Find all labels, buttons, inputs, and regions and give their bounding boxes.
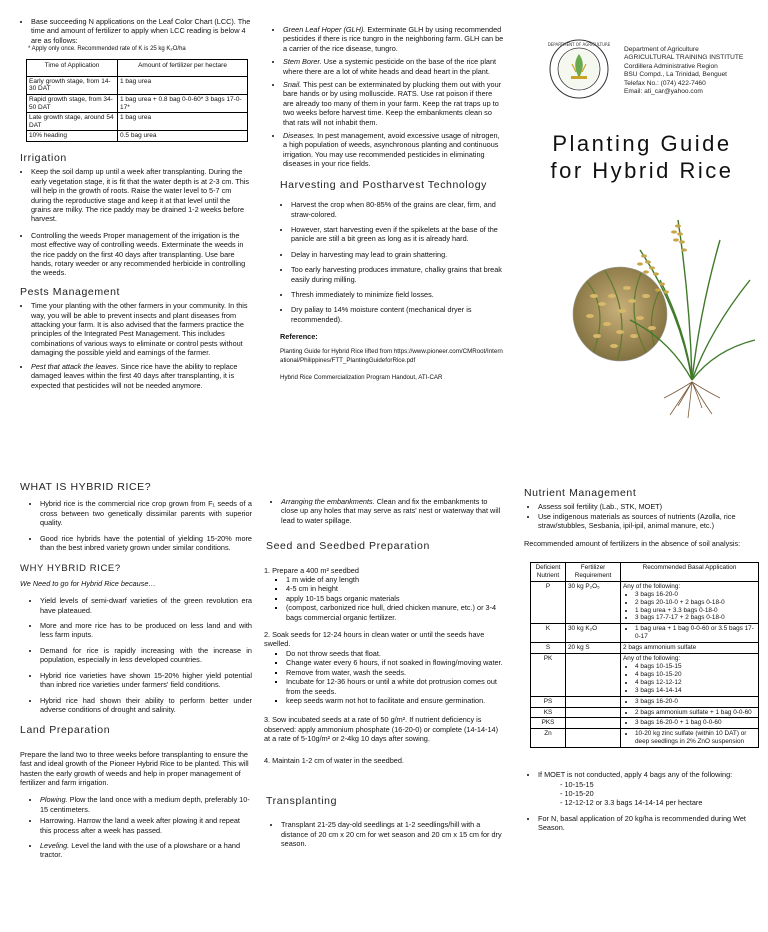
brochure-title [520,130,764,184]
list-item: • Arranging the embankments. Clean and fix the embankments to close up any holes that may serve as rats' nest or waterway that will lead to water spillage. [281,497,504,525]
table-row: K 30 kg K₂O • 1 bag urea + 1 bag 0-0-60 or 3.5 bags 17-0-17 [531,624,759,643]
panel-fertilizer-irrigation [20,17,252,394]
table-row: PKS • 3 bags 16-20-0 + 1 bag 0-0-60 [531,718,759,729]
panel-pests-harvest [272,25,504,382]
svg-text:DEPARTMENT OF AGRICULTURE: DEPARTMENT OF AGRICULTURE [548,42,610,47]
title-line-1: Planting Guide [552,131,732,156]
list-item: • Transplant 21-25 day-old seedlings at 1-2 seedlings/hill with a distance of 20 cm x 20 cm for wet season and 20 cm x 15 cm for dry season. [281,820,504,848]
transplanting-list [264,820,504,848]
list-item: • Assess soil fertility (Lab., STK, MOET) [538,502,760,511]
step-2-list [264,649,504,705]
list-item: • Dry paliay to 14% moisture content (mechanical dryer is recommended). [291,305,504,324]
table-row: KS • 2 bags ammonium sulfate + 1 bag 0-0-60 [531,707,759,718]
list-item: • Keep the soil damp up until a week after transplanting. During the early vegetation stage, it is fit that the water depth is at 2-3 cm. This will help in the growth of roots. Raise the water level to 5-7 cm during the reproductive stage and keep it at that level until the grains are milky. The rice paddy may be drained 1-2 weeks before harvest. [31,167,252,223]
pests-list [20,301,252,390]
table-header: Amount of fertilizer per hectare [118,60,248,77]
what-is-list [20,499,252,552]
recommendation-text: Recommended amount of fertilizers in the absence of soil analysis: [524,538,741,548]
list-item: • Green Leaf Hoper (GLH). Exterminate GLH by using recommended pesticides if there is rice tungro in the neighboring farm. GLH can be a carrier of the rice disease, tungro. [283,25,504,53]
moet-options: - 10-15-15 - 10-15-20 - 12-12-12 or 3.3 bags 14-14-14 per hectare [538,780,760,808]
pest-types-list [272,25,504,169]
table-row: 10% heading 0.5 bag urea [27,131,248,142]
reference-2: Hybrid Rice Commercialization Program Handout, ATI-CAR [280,373,443,381]
why-list [20,596,252,714]
table-row: Early growth stage, from 14-30 DAT 1 bag urea [27,76,248,94]
list-item: • Harvest the crop when 80-85% of the grains are clear, firm, and straw-colored. [291,200,504,219]
list-item: • Plowing. Plow the land once with a medium depth, preferably 10-15 centimeters. [40,795,252,814]
why-heading: WHY HYBRID RICE? [20,563,121,575]
step-2: 2. Soak seeds for 12-24 hours in clean water or until the seeds have swelled. [264,630,485,649]
step-4: 4. Maintain 1-2 cm of water in the seedbed. [264,755,404,765]
what-is-heading: WHAT IS HYBRID RICE? [20,481,152,493]
transplanting-heading: Transplanting [266,794,338,807]
table-row: PS • 3 bags 16-20-0 [531,696,759,707]
land-prep-list [20,795,252,859]
table-header: Fertilizer Requirement [566,563,621,582]
irrigation-list [20,167,252,277]
table-row: PK Any of the following: • 4 bags 10-15-15 • 4 bags 10-15-20 • 4 bags 12-12-12 • 3 bags 14-14-14 [531,654,759,697]
list-item: • Hybrid rice had shown their ability to perform better under adverse conditions of drought and salinity. [40,696,252,715]
table-header: Time of Application [27,60,118,77]
pests-heading: Pests Management [20,285,121,298]
list-item: • Hybrid rice is the commercial rice crop grown from F₁ seeds of a cross between two genetically dissimilar parents with superior quality. [40,499,252,527]
lcc-list [20,17,252,45]
list-item: • More and more rice has to be produced on less land and with less farm inputs. [40,621,252,640]
agency-line: BSU Compd., La Trinidad, Benguet [624,71,727,79]
option-list: • 1 bag urea + 1 bag 0-0-60 or 3.5 bags 17-0-17 [623,625,756,641]
list-item: • Stem Borer. Use a systemic pesticide on the base of the rice plant where there are a lot of white heads and dead heart in the plant. [283,57,504,76]
ati-seal-logo [548,38,610,100]
panel-cover [520,20,768,440]
agency-line: Department of Agriculture [624,46,699,53]
list-item: • If MOET is not conducted, apply 4 bags any of the following: - 10-15-15 - 10-15-20 - 12-12-12 or 3.3 bags 14-14-14 per hectare [538,770,760,808]
list-item: • Hybrid rice varieties have shown 15-20% higher yield potential than inbred rice varieties under farmers' field conditions. [40,671,252,690]
agency-line: AGRICULTURAL TRAINING INSTITUTE [624,54,744,62]
list-item: ▪ Incubate for 12-36 hours or until a white dot protrusion comes out from the seeds. [286,677,504,696]
table-row: S 20 kg S 2 bags ammonium sulfate [531,643,759,654]
nutrient-list [524,502,760,530]
why-subheading: We Need to go for Hybrid Rice because… [20,578,156,588]
list-item: ▪ (compost, carbonized rice hull, dried chicken manure, etc.) or 3-4 bags commercial organic fertilizer. [286,603,504,622]
step-3: 3. Sow incubated seeds at a rate of 50 g/m². If nutrient deficiency is observed: apply ammonium phosphate (16-20-0) or complete (14-14-14) at a rate of 5-10g/m² or 2-4kg 10 days after sowing. [264,715,499,744]
list-item: • However, start harvesting even if the spikelets at the base of the panicle are still a bit green as long as it is already hard. [291,225,504,244]
title-line-2: for Hybrid Rice [550,158,734,183]
list-item: ▪ Remove from water, wash the seeds. [286,668,504,677]
list-item: ▪ 1 m wide of any length [286,575,504,584]
table-row: Zn • 10-20 kg zinc sulfate (within 10 DAT) or deep seedlings in 2% ZnO suspension [531,729,759,748]
list-item: • Controlling the weeds Proper management of the irrigation is the most effective way of controlling weeds. Exterminate the weeds in the rice paddy on the first 40 days after transplanting. Use bare hands, rotary weeder or any recommended herbicide in controlling the weeds. [31,231,252,278]
agency-line: Email: ati_car@yahoo.com [624,88,703,96]
agency-block [624,46,743,96]
option-list: • 3 bags 16-20-0 [623,698,756,706]
option-list: • 2 bags ammonium sulfate + 1 bag 0-0-60 [623,709,756,717]
list-item: • Pest that attack the leaves. Since rice have the ability to replace damaged leaves within the first 40 days after transplanting, it is expected that pesticides will not be needed anymore. [31,362,252,390]
panel-nutrient [524,489,760,837]
list-item: • Thresh immediately to minimize field losses. [291,290,504,299]
option-list: • 4 bags 10-15-15 • 4 bags 10-15-20 • 4 bags 12-12-12 • 3 bags 14-14-14 [623,663,756,695]
irrigation-heading: Irrigation [20,151,67,164]
table-header: Deficient Nutrient [531,563,566,582]
application-table [26,59,248,142]
seedbed-heading: Seed and Seedbed Preparation [266,540,430,553]
option-list: • 3 bags 16-20-0 • 2 bags 20-10-0 + 2 bags 0-18-0 • 1 bag urea + 3.3 bags 0-18-0 • 3 bags 17-7-17 + 2 bags 0-18-0 [623,591,756,623]
list-item: ▪ keep seeds warm not hot to facilitate and ensure germination. [286,696,504,705]
harvest-heading: Harvesting and Postharvest Technology [280,178,488,191]
option-list: • 3 bags 16-20-0 + 1 bag 0-0-60 [623,719,756,727]
list-item: ▪ Change water every 6 hours, if not soaked in flowing/moving water. [286,658,504,667]
list-item: • Diseases. In pest management, avoid excessive usage of nitrogen, a high population of weeds, asynchronous planting and continuous irrigation. You may use recommended pesticides in eliminating diseases in your rice fields. [283,131,504,169]
list-item: • Delay in harvesting may lead to grain shattering. [291,250,504,259]
moet-list [524,770,760,832]
list-item: • Good rice hybrids have the potential of yielding 15-20% more than the best inbred variety grown under similar conditions. [40,534,252,553]
agency-line: Cordillera Administrative Region [624,62,718,70]
list-item: ▪ Do not throw seeds that float. [286,649,504,658]
option-list: • 10-20 kg zinc sulfate (within 10 DAT) or deep seedlings in 2% ZnO suspension [623,730,756,746]
list-item: • Use indigenous materials as sources of nutrients (Azolla, rice straw/stubbles, Sesbania, ipil-ipil, animal manure, etc.) [538,512,760,531]
list-item: • Harrowing. Harrow the land a week after plowing it and repeat this process after a week has passed. [40,816,252,835]
land-prep-heading: Land Preparation [20,724,111,737]
potassium-note: * Apply only once. Recommended rate of K is 25 kg K₂O/ha [28,46,186,53]
list-item: ▪ 4-5 cm in height [286,584,504,593]
lcc-item: • Base succeeding N applications on the Leaf Color Chart (LCC). The time and amount of fertilizer to apply when LCC reading is below 4 are as follows: [31,17,252,45]
table-row: Late growth stage, around 54 DAT 1 bag urea [27,113,248,131]
step-1-list [264,575,504,622]
table-row: P 30 kg P₂O₅ Any of the following: • 3 bags 16-20-0 • 2 bags 20-10-0 + 2 bags 0-18-0 • 1 bag urea + 3.3 bags 0-18-0 • 3 bags 17-7-17 + 2 bags 0-18-0 [531,581,759,624]
table-row: Rapid growth stage, from 34-50 DAT 1 bag urea + 0.8 bag 0-0-60* 3 bags 17-0-17* [27,95,248,113]
reference-1: Planting Guide for Hybrid Rice lifted from https://www.pioneer.com/CMRoot/International/Philippines/FTT_PlantingGuideforRice.pdf [280,347,503,364]
rice-plant-illustration [620,210,760,420]
list-item: • Time your planting with the other farmers in your community. In this way, you will be able to prevent insects and plant diseases from attacking your farm. It is also advised that the farmers practice the principles of the Integrated Pest Management. This includes combinations of various ways to eliminate or control pests without damaging the possible yield and earnings of the farmer. [31,301,252,357]
agency-line: Telefax No.: (074) 422-7460 [624,79,706,87]
nutrient-heading: Nutrient Management [524,487,637,499]
list-item: • Too early harvesting produces immature, chalky grains that break easily during milling. [291,265,504,284]
panel-seedbed [264,497,504,853]
reference-heading: Reference: [280,332,318,342]
list-item: • Leveling. Level the land with the use of a plowshare or a hand tractor. [40,841,252,860]
fertilizer-table [530,562,759,748]
list-item: ▪ apply 10-15 bags organic materials [286,594,504,603]
embankment-list [264,497,504,525]
land-prep-text: Prepare the land two to three weeks before transplanting to ensure the fast and ideal growth of the Pioneer Hybrid Rice to be planted. This will hasten the early growth of weeds and help in proper management of fertilizer and farm irrigation. [20,749,249,787]
panel-hybrid-rice [20,483,252,864]
list-item: • Demand for rice is rapidly increasing with the increase in population, especially in less developed countries. [40,646,252,665]
table-header: Recommended Basal Application [621,563,759,582]
list-item: • Yield levels of semi-dwarf varieties of the green revolution era have plateaued. [40,596,252,615]
list-item: • For N, basal application of 20 kg/ha is recommended during Wet Season. [538,814,760,833]
harvest-list [272,200,504,324]
step-1: 1. Prepare a 400 m² seedbed [264,565,359,575]
list-item: • Snail. This pest can be exterminated by plucking them out with your bare hands or by using molluscide. RATS. Use rat poison if there are already too many of them in your farm. Keep the rat traps up to two weeks before harvest time. Keep the embankments clean so that rats will not inhabit them. [283,80,504,127]
